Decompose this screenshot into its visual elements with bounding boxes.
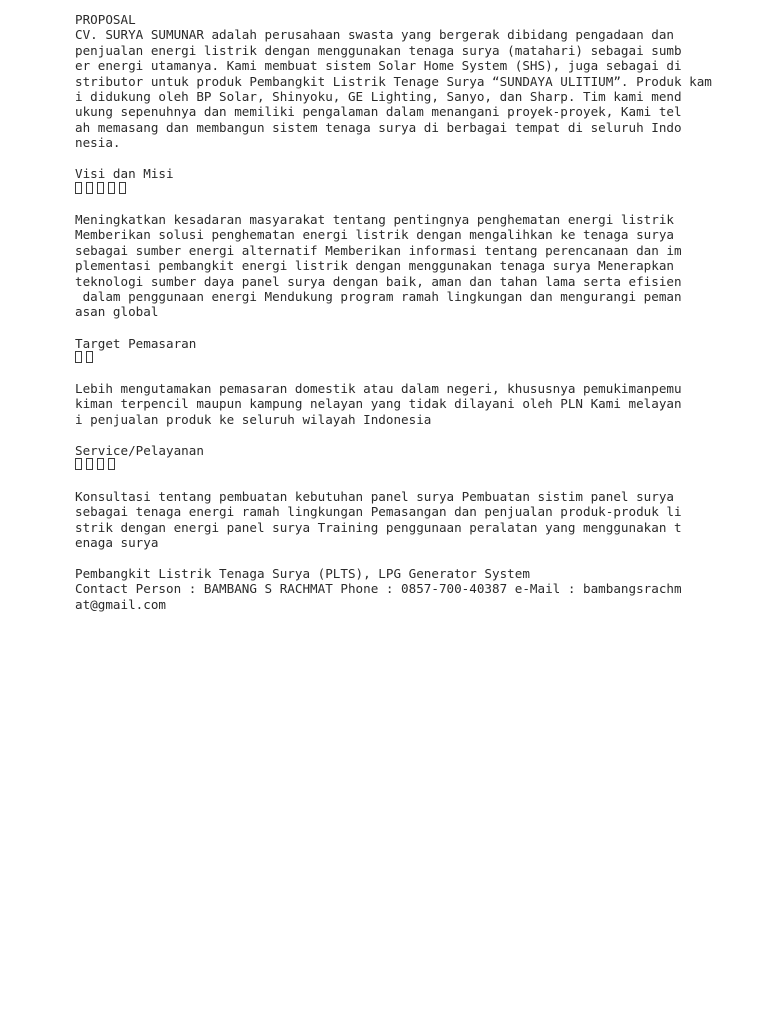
missing-glyph-boxes xyxy=(75,182,126,194)
target-pemasaran-heading: Target Pemasaran xyxy=(75,336,197,351)
missing-glyph-icon xyxy=(86,458,93,470)
missing-glyph-icon xyxy=(97,458,104,470)
service-body: Konsultasi tentang pembuatan kebutuhan panel surya Pembuatan sistim panel surya sebagai tenaga energi ramah lingkungan Pemasangan dan penjualan produk-produk li strik dengan energi panel surya Training penggunaan peralatan yang menggunakan t enaga surya xyxy=(75,489,682,551)
missing-glyph-icon xyxy=(86,182,93,194)
missing-glyph-icon xyxy=(75,458,82,470)
target-pemasaran-body: Lebih mengutamakan pemasaran domestik atau dalam negeri, khususnya pemukimanpemu kiman terpencil maupun kampung nelayan yang tidak dilayani oleh PLN Kami melayan i penjualan produk ke seluruh wilayah Indonesia xyxy=(75,381,682,427)
contact-footer: Pembangkit Listrik Tenaga Surya (PLTS), LPG Generator System Contact Person : BAMBANG S RACHMAT Phone : 0857-700-40387 e-Mail : bambangsrachm at@gmail.com xyxy=(75,566,682,612)
visi-misi-body: Meningkatkan kesadaran masyarakat tentang pentingnya penghematan energi listrik Memberikan solusi penghematan energi listrik dengan mengalihkan ke tenaga surya sebagai sumber energi alternatif Memberikan informasi tentang perencanaan dan im plementasi pembangkit energi listrik dengan menggunakan tenaga surya Menerapkan teknologi sumber daya panel surya dengan baik, aman dan tahan lama serta efisien dalam penggunaan energi Mendukung program ramah lingkungan dan mengurangi peman asan global xyxy=(75,212,682,320)
missing-glyph-boxes xyxy=(75,351,93,363)
missing-glyph-icon xyxy=(75,351,82,363)
missing-glyph-icon xyxy=(108,182,115,194)
service-heading: Service/Pelayanan xyxy=(75,443,204,458)
intro-paragraph: PROPOSAL CV. SURYA SUMUNAR adalah perusahaan swasta yang bergerak dibidang pengadaan dan penjualan energi listrik dengan menggunakan tenaga surya (matahari) sebagai sumb er energi utamanya. Kami membuat sistem Solar Home System (SHS), juga sebagai di stributor untuk produk Pembangkit Listrik Tenage Surya “SUNDAYA ULITIUM”. Produk kam i didukung oleh BP Solar, Shinyoku, GE Lighting, Sanyo, dan Sharp. Tim kami mend ukung sepenuhnya dan memiliki pengalaman dalam menangani proyek-proyek, Kami tel ah memasang dan membangun sistem tenaga surya di berbagai tempat di seluruh Indo nesia. xyxy=(75,12,712,151)
missing-glyph-icon xyxy=(108,458,115,470)
missing-glyph-icon xyxy=(119,182,126,194)
missing-glyph-icon xyxy=(86,351,93,363)
missing-glyph-icon xyxy=(97,182,104,194)
visi-misi-heading: Visi dan Misi xyxy=(75,166,174,181)
missing-glyph-boxes xyxy=(75,458,115,470)
missing-glyph-icon xyxy=(75,182,82,194)
